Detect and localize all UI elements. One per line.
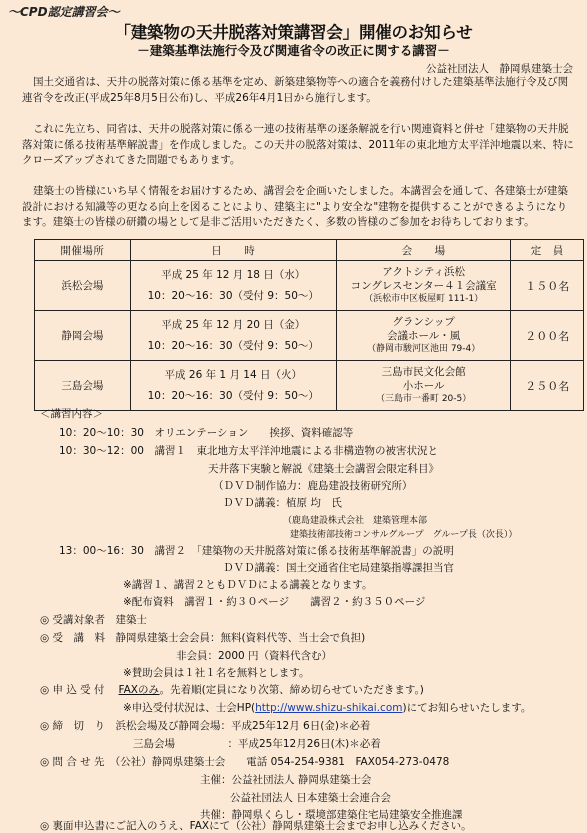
table-row <box>35 261 584 311</box>
deadline-line: ◎ 締 切 り 浜松会場及び静岡会場：平成25年12月 6日(金)＊必着 <box>40 720 371 732</box>
fee-line: ◎ 受 講 料 静岡県建築士会会員：無料(資料代等、当士会で負担) <box>40 632 366 644</box>
host2-line: 公益社団法人 日本建築士会連合会 <box>230 792 391 804</box>
row-date: 平成 26 年 1 月 14 日（火） <box>164 368 302 381</box>
row-venue-name: 三島市民文化会館 <box>381 366 466 378</box>
reception-fax: FAXのみ <box>118 684 160 696</box>
row-venue-room: コングレスセンター４１会議室 <box>350 280 497 292</box>
row-time: 10：20～16：30（受付 9：50～） <box>147 289 319 302</box>
row-datetime <box>130 311 336 361</box>
host-line: 主催：公益社団法人 静岡県建築士会 <box>200 774 372 786</box>
status-pre: ※申込受付状況は、士会HP( <box>123 702 256 714</box>
program-line-orientation: 10：20～10：30 オリエンテーション 挨拶、資料確認等 <box>59 427 354 439</box>
program-line-lecture1-sub: 天井落下実験と解説《建築士会講習会限定科目》 <box>208 463 439 475</box>
row-venue-address: （浜松市中区板屋町 111-1） <box>364 294 484 304</box>
reception-rest: 。先着順(定員になり次第、締め切らせていただきます。) <box>159 684 424 696</box>
fee-note-line: ※賛助会員は１社１名を無料とします。 <box>123 667 310 679</box>
contact-line: ◎ 問 合 せ 先 （公社）静岡県建築士会 電話 054-254-9381 FAX054-273-0478 <box>40 756 450 768</box>
row-venue <box>336 261 511 311</box>
row-venue <box>336 361 511 411</box>
venue-table <box>34 239 584 411</box>
row-time: 10：20～16：30（受付 9：50～） <box>147 339 319 352</box>
header-datetime: 日 時 <box>130 240 336 261</box>
row-place: 三島会場 <box>35 361 131 411</box>
intro-paragraph-1: 国土交通省は、天井の脱落対策に係る基準を定め、新築建築物等への適合を義務付けした建築基準法施行令及び関連省令を改正(平成25年8月5日公布)し、平成26年4月1日から施行します。 <box>22 76 569 104</box>
row-capacity: １５０名 <box>511 261 584 311</box>
website-link[interactable]: http://www.shizu-shikai.com <box>255 702 403 714</box>
cohost-line: 共催：静岡県くらし・環境部建築住宅局建築安全推進課 <box>200 809 463 821</box>
status-line <box>123 700 531 715</box>
deadline-mishima-line: 三島会場 ：平成25年12月26日(木)＊必着 <box>133 738 381 750</box>
program-line-lecturer1-title: 建築技術部技術コンサルグループ グループ長（次長）） <box>290 530 518 540</box>
row-venue-name: アクトシティ浜松 <box>382 266 466 278</box>
row-datetime <box>130 261 336 311</box>
row-venue-name: グランシップ <box>392 316 455 328</box>
organizer: 公益社団法人 静岡県建築士会 <box>426 63 573 75</box>
footer-instruction: ◎ 裏面申込書にご記入のうえ、FAXにて（公社）静岡県建築士会までお申し込みください。 <box>40 820 472 832</box>
reception-line <box>40 682 424 697</box>
header-place: 開催場所 <box>35 240 131 261</box>
program-line-dvd-credit: （ＤＶＤ制作協力：鹿島建設技術研究所） <box>213 480 413 492</box>
program-line-lecture2: 13：00～16：30 講習２ 「建築物の天井脱落対策に係る技術基準解説書」の説明 <box>59 545 454 557</box>
page-subtitle: －建築基準法施行令及び関連省令の改正に関する講習－ <box>137 43 450 58</box>
row-time: 10：20～16：30（受付 9：50～） <box>147 389 319 402</box>
table-row <box>35 311 584 361</box>
reception-label: ◎ 申 込 受 付 <box>40 684 105 696</box>
program-note-materials: ※配布資料 講習１・約３０ページ 講習２・約３５０ページ <box>123 596 426 608</box>
program-line-lecturer1: ＤＶＤ講義：植原 均 氏 <box>223 497 342 509</box>
cpd-tag: ～CPD認定講習会～ <box>8 5 120 19</box>
row-capacity: ２００名 <box>511 311 584 361</box>
row-venue-address: （三島市一番町 20-5） <box>375 394 472 404</box>
row-venue-address: （静岡市駿河区池田 79-4） <box>366 344 481 354</box>
row-venue <box>336 311 511 361</box>
program-line-lecturer2: ＤＶＤ講義：国土交通省住宅局建築指導課担当官 <box>223 562 454 574</box>
row-venue-room: 小ホール <box>402 380 445 392</box>
row-date: 平成 25 年 12 月 18 日（水） <box>161 268 306 281</box>
status-post: )にてお知らせいたします。 <box>402 702 532 714</box>
row-datetime <box>130 361 336 411</box>
header-venue: 会 場 <box>336 240 511 261</box>
header-capacity: 定 員 <box>511 240 584 261</box>
program-line-lecturer1-org: （鹿島建設株式会社 建築管理本部 <box>283 516 428 526</box>
target-line: ◎ 受講対象者 建築士 <box>40 614 147 626</box>
intro-paragraph-2: これに先立ち、同省は、天井の脱落対策に係る一連の技術基準の逐条解説を行い関連資料と併せ「建築物の天井脱落対策に係る技術基準解説書」を作成しました。この天井の脱落対策は、2011年の東北地方太平洋沖地震以来、特にクローズアップされてきた問題でもあります。 <box>22 123 574 167</box>
program-heading: ＜講習内容＞ <box>40 408 103 420</box>
table-row <box>35 361 584 411</box>
row-date: 平成 25 年 12 月 20 日（金） <box>161 318 306 331</box>
row-capacity: ２５０名 <box>511 361 584 411</box>
row-place: 浜松会場 <box>35 261 131 311</box>
program-line-lecture1: 10：30～12：00 講習１ 東北地方太平洋沖地震による非構造物の被害状況と <box>59 445 438 457</box>
program-note-dvd: ※講習１、講習２ともＤＶＤによる講義となります。 <box>123 579 373 591</box>
page-title: 「建築物の天井脱落対策講習会」開催のお知らせ <box>114 23 473 42</box>
fee-nonmember-line: 非会員：2000 円（資料代含む） <box>176 650 333 662</box>
table-header-row <box>35 240 584 261</box>
row-venue-room: 会議ホール・風 <box>386 330 461 342</box>
intro-paragraph-3: 建築士の皆様にいち早く情報をお届けするため、講習会を企画いたしました。本講習会を通して、各建築士が建築設計における知識等の更なる向上を図ることにより、建築主に"より安全な"建物を提供することができるようになります。建築士の皆様の研鑽の場として是非ご活用いただきたく、多数の皆様のご参加をお待ちしております。 <box>22 185 568 229</box>
row-place: 静岡会場 <box>35 311 131 361</box>
